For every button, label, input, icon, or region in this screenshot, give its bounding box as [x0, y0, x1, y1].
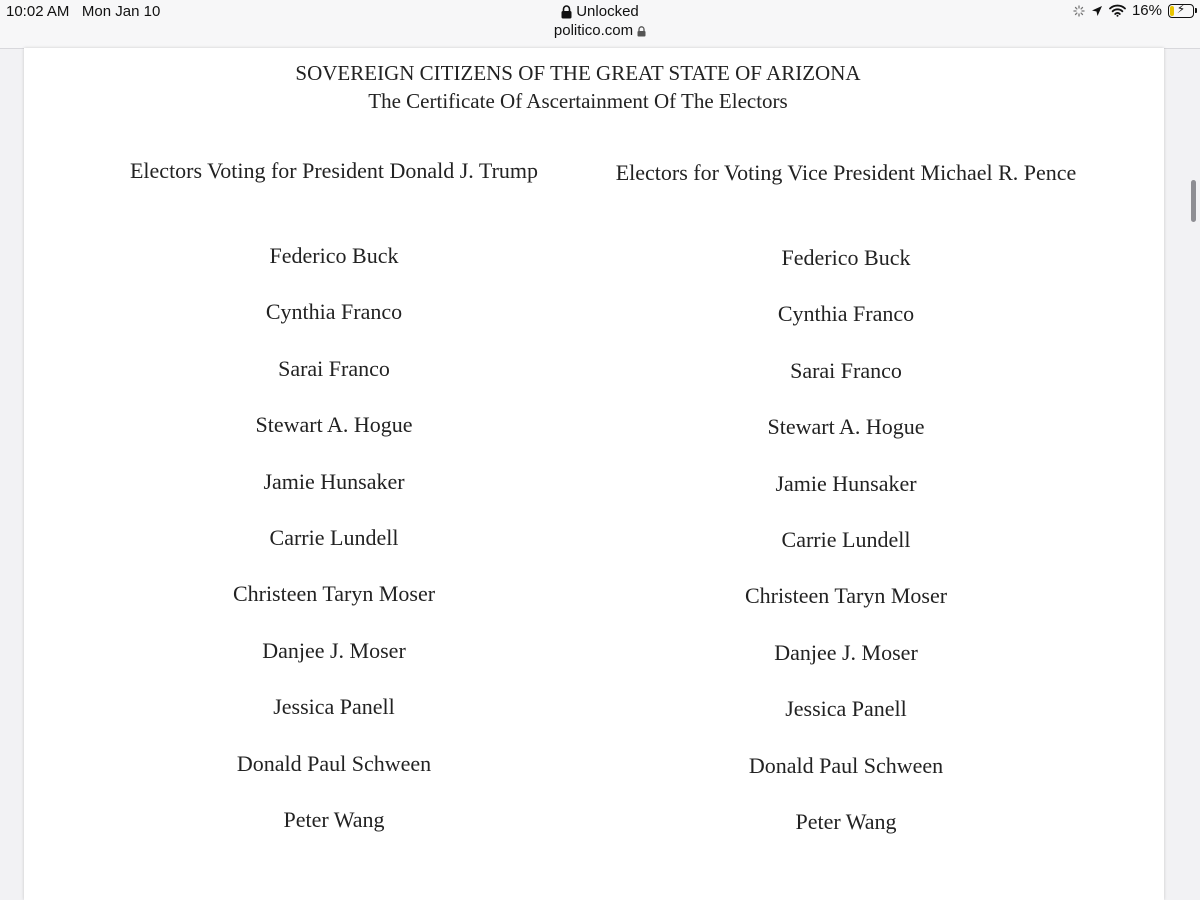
president-electors-heading: Electors Voting for President Donald J. Trump	[129, 158, 539, 183]
status-bar	[0, 0, 1200, 49]
status-time: 10:02 AM	[6, 3, 70, 20]
status-indicators	[1073, 2, 1194, 19]
status-time-date	[6, 3, 160, 20]
president-electors-list	[74, 241, 594, 861]
document-title: SOVEREIGN CITIZENS OF THE GREAT STATE OF ARIZONA	[295, 61, 861, 85]
wifi-icon	[1109, 4, 1126, 17]
url-text[interactable]: politico.com	[553, 22, 634, 39]
document-page	[24, 48, 1164, 900]
vice-president-electors-column	[592, 158, 1100, 863]
list-item: Christeen Taryn Moser	[232, 581, 436, 607]
list-item: Federico Buck	[269, 243, 399, 268]
list-item: Peter Wang	[283, 806, 385, 832]
url-line[interactable]	[450, 21, 750, 41]
list-item: Federico Buck	[781, 245, 911, 270]
president-electors-column	[74, 156, 594, 861]
list-item: Christeen Taryn Moser	[744, 583, 948, 609]
location-icon	[1091, 5, 1103, 17]
vice-president-electors-heading: Electors for Voting Vice President Michael R. Pence	[615, 160, 1077, 185]
list-item: Jamie Hunsaker	[263, 468, 405, 494]
list-item: Peter Wang	[795, 808, 897, 834]
loading-icon	[1073, 5, 1085, 17]
charging-bolt-icon: ⚡	[1176, 1, 1186, 16]
lock-status	[450, 2, 750, 21]
list-item: Carrie Lundell	[269, 524, 399, 550]
list-item: Danjee J. Moser	[262, 637, 406, 663]
document-subtitle: The Certificate Of Ascertainment Of The Electors	[368, 89, 788, 113]
list-item: Donald Paul Schween	[748, 752, 944, 778]
list-item: Jamie Hunsaker	[775, 470, 917, 496]
small-lock-icon	[637, 26, 646, 37]
vice-president-electors-list	[592, 243, 1100, 863]
list-item: Stewart A. Hogue	[255, 412, 413, 438]
list-item: Danjee J. Moser	[774, 639, 918, 665]
address-display[interactable]	[450, 2, 750, 41]
battery-percent: 16%	[1131, 2, 1162, 19]
list-item: Sarai Franco	[790, 357, 902, 383]
list-item: Sarai Franco	[278, 355, 390, 381]
scrollbar[interactable]	[1191, 180, 1196, 222]
list-item: Jessica Panell	[273, 694, 395, 720]
list-item: Jessica Panell	[785, 696, 907, 722]
status-date: Mon Jan 10	[81, 3, 161, 20]
list-item: Cynthia Franco	[777, 301, 915, 327]
list-item: Cynthia Franco	[265, 299, 403, 325]
list-item: Stewart A. Hogue	[767, 414, 925, 440]
battery-icon	[1168, 1, 1194, 18]
lock-label: Unlocked	[576, 3, 639, 20]
lock-icon	[561, 5, 572, 19]
list-item: Donald Paul Schween	[236, 750, 432, 776]
list-item: Carrie Lundell	[781, 526, 911, 552]
